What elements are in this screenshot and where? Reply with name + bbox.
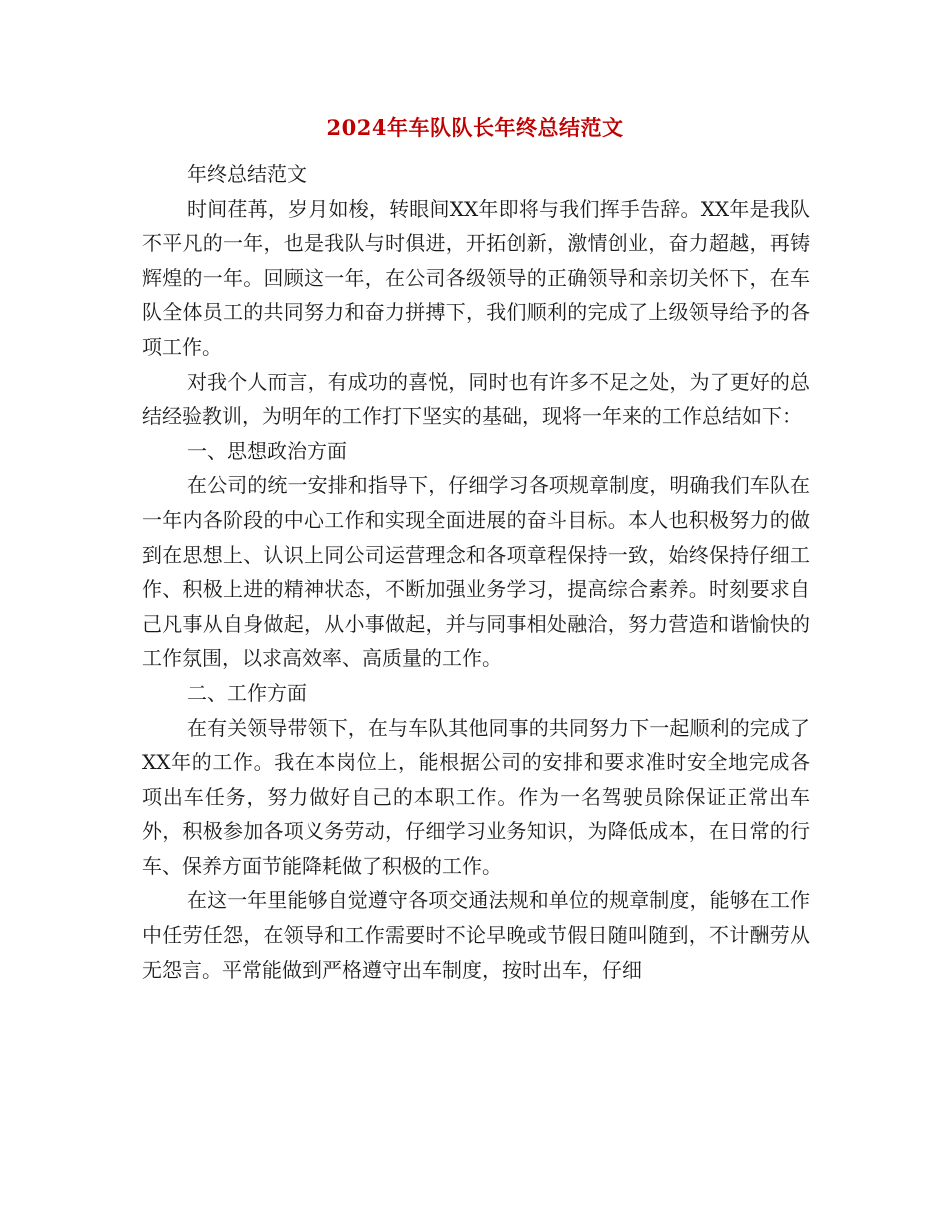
paragraph-subtitle: 年终总结范文 bbox=[187, 162, 307, 186]
paragraph-ideology: 在公司的统一安排和指导下，仔细学习各项规章制度，明确我们车队在一年内各阶段的中心工作和实现全面进展的奋斗目标。本人也积极努力的做到在思想上、认识上同公司运营理念和各项章程保持一致，始终保持仔细工作、积极上进的精神状态，不断加强业务学习，提高综合素养。时刻要求自己凡事从自身做起，从小事做起，并与同事相处融洽，努力营造和谐愉快的工作氛围，以求高效率、高质量的工作。 bbox=[142, 473, 810, 671]
paragraph-work: 在有关领导带领下，在与车队其他同事的共同努力下一起顺利的完成了XX年的工作。我在本岗位上，能根据公司的安排和要求准时安全地完成各项出车任务，努力做好自己的本职工作。作为一名驾驶员除保证正常出车外，积极参加各项义务劳动，仔细学习业务知识，为降低成本，在日常的行车、保养方面节能降耗做了积极的工作。 bbox=[142, 715, 810, 878]
section-heading-work: 二、工作方面 bbox=[187, 680, 307, 705]
section-heading-ideology: 一、思想政治方面 bbox=[187, 438, 347, 463]
document-body bbox=[142, 157, 810, 987]
paragraph-intro: 时间荏苒，岁月如梭，转眼间XX年即将与我们挥手告辞。XX年是我队不平凡的一年，也是我队与时俱进，开拓创新，激情创业，奋力超越，再铸辉煌的一年。回顾这一年，在公司各级领导的正确领导和亲切关怀下，在车队全体员工的共同努力和奋力拼搏下，我们顺利的完成了上级领导给予的各项工作。 bbox=[142, 196, 810, 359]
paragraph-personal: 对我个人而言，有成功的喜悦，同时也有许多不足之处，为了更好的总结经验教训，为明年的工作打下坚实的基础，现将一年来的工作总结如下： bbox=[142, 369, 810, 429]
document-title: 2024年车队队长年终总结范文 bbox=[326, 115, 624, 140]
paragraph-discipline: 在这一年里能够自觉遵守各项交通法规和单位的规章制度，能够在工作中任劳任怨，在领导和工作需要时不论早晚或节假日随叫随到，不计酬劳从无怨言。平常能做到严格遵守出车制度，按时出车，仔细 bbox=[142, 888, 810, 982]
